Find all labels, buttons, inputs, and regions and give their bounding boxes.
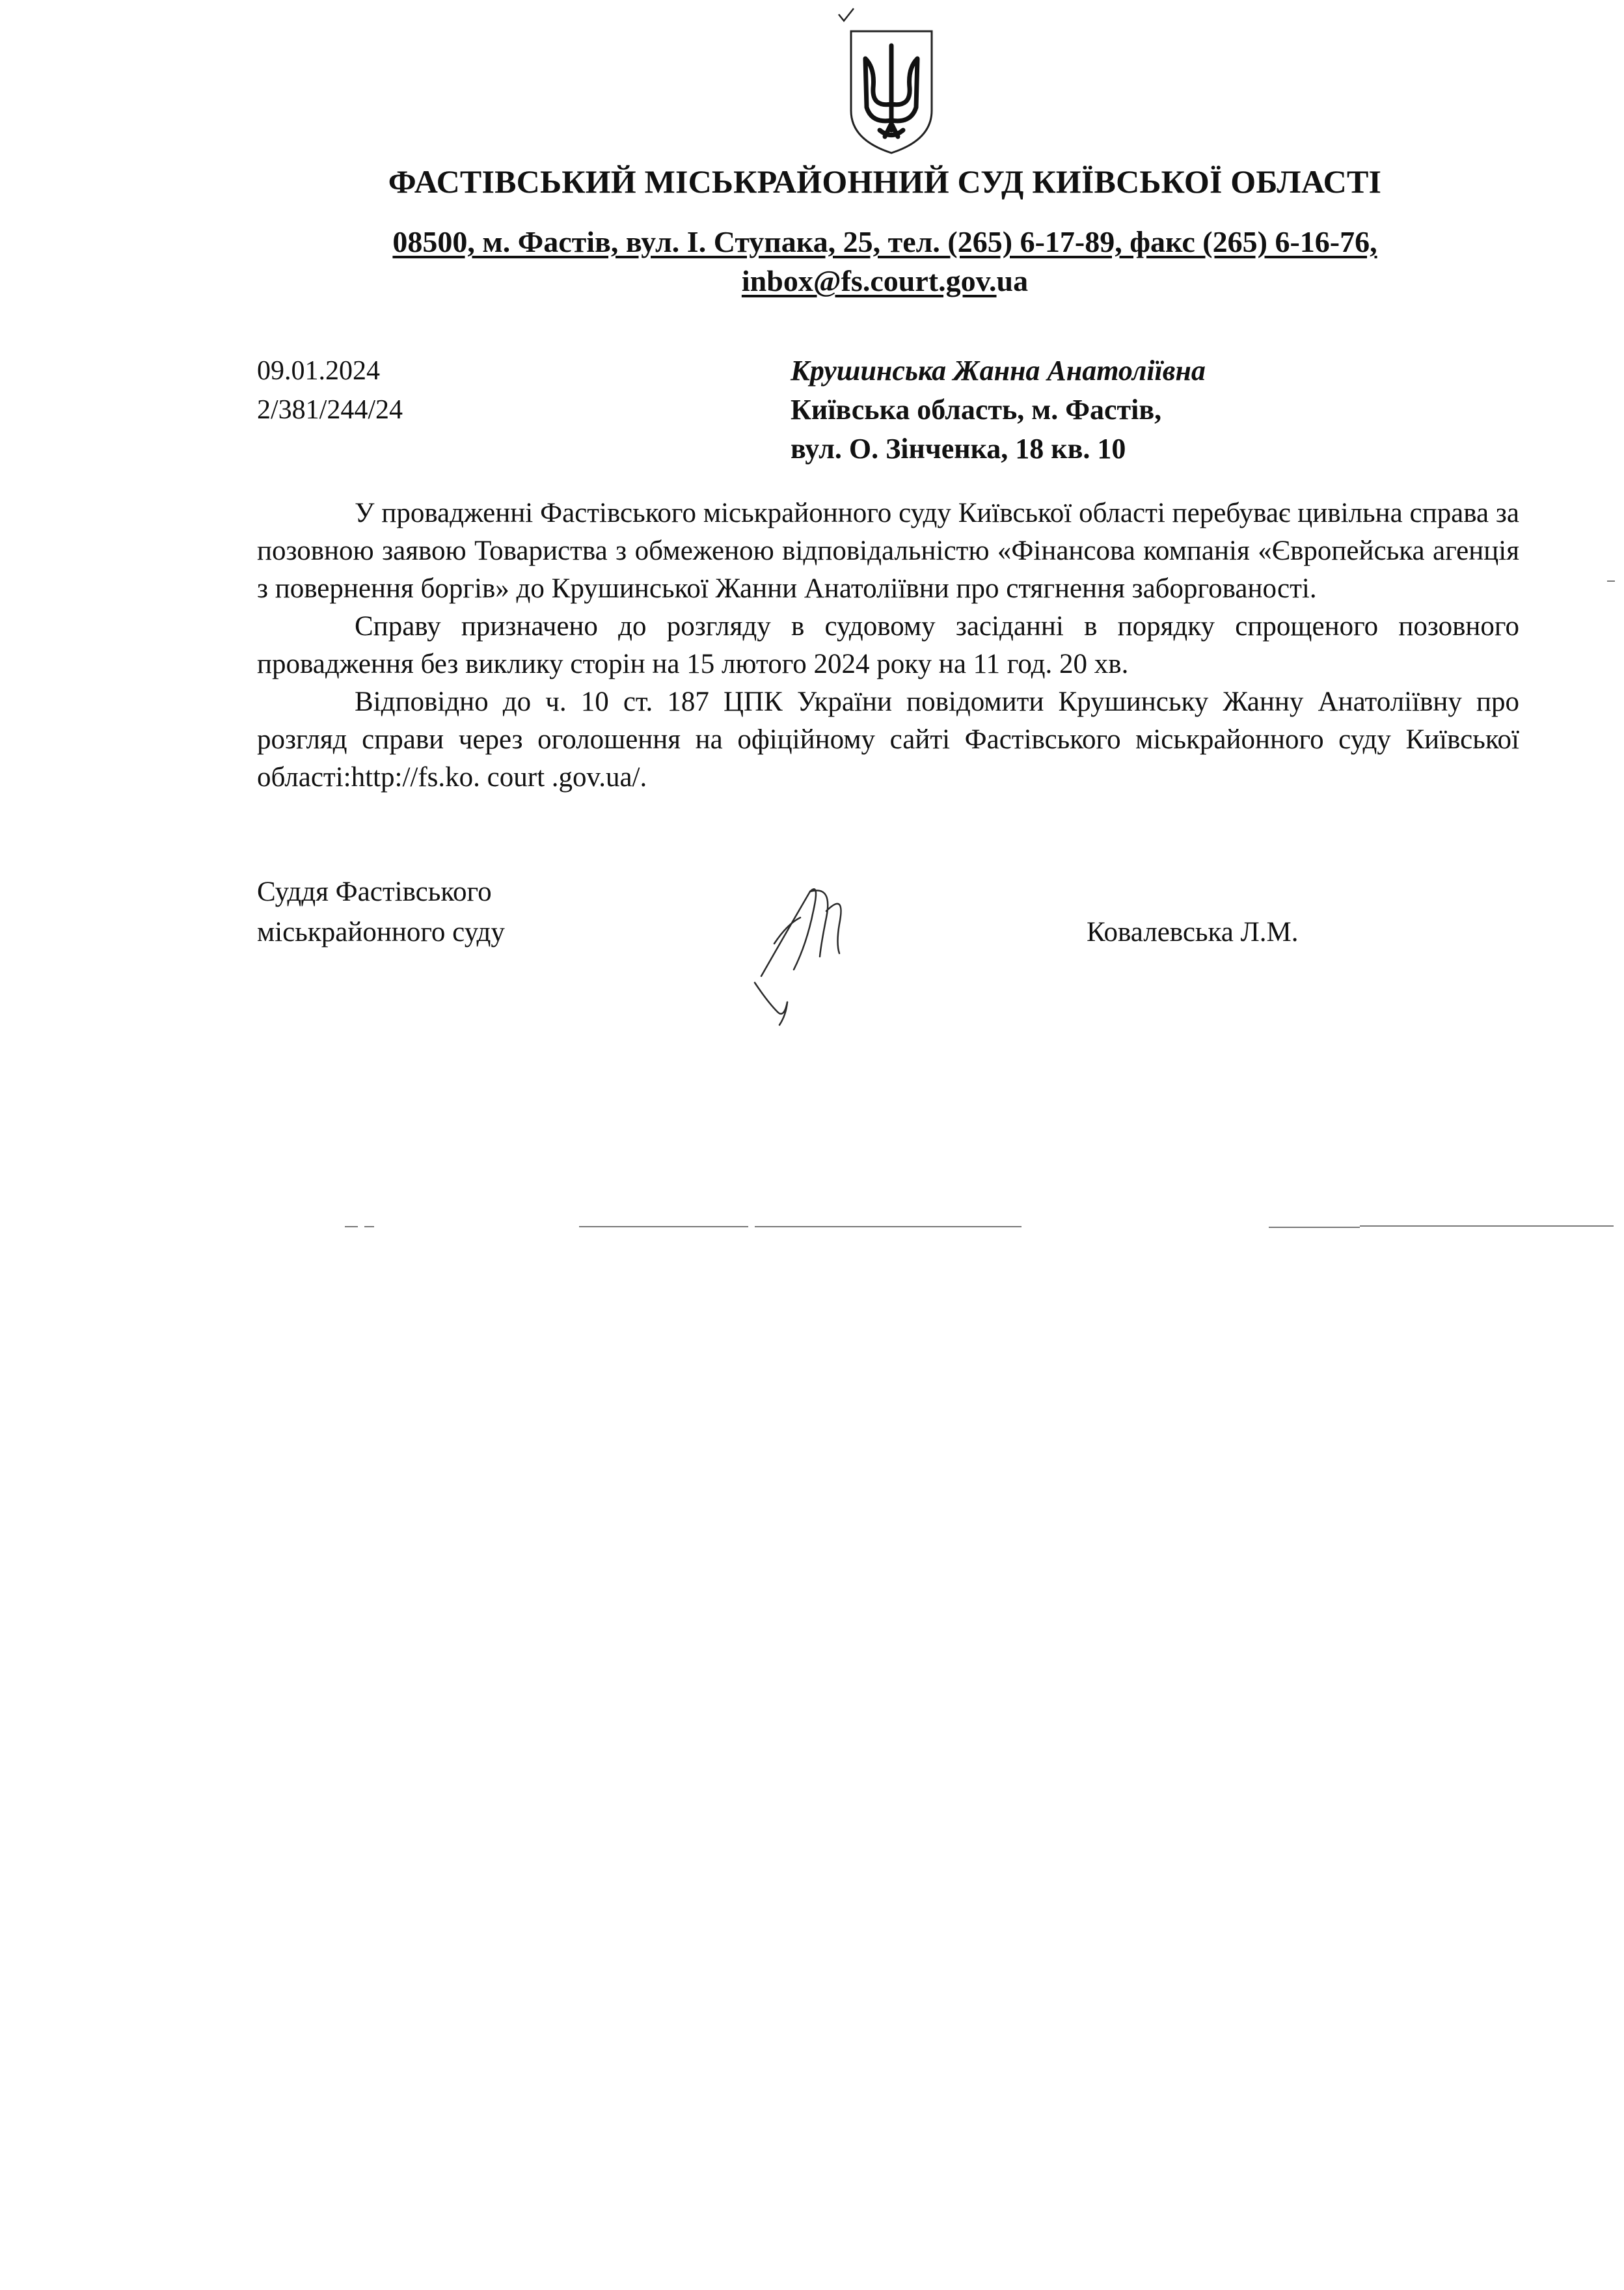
- court-email-tail[interactable]: ua: [996, 264, 1029, 297]
- document-meta: [257, 351, 403, 429]
- handwritten-signature: [748, 872, 878, 1028]
- body-paragraph-1: У провадженні Фастівського міськрайонного суду Київської області перебуває цивільна справа за позовною заявою Товариства з обмеженою відповідальністю «Фінансова компанія «Європейська агенція з повернення боргів» до Крушинської Жанни Анатоліївни про стягнення заборгованості.: [257, 498, 1519, 604]
- check-mark-icon: [836, 7, 856, 23]
- recipient-address-line1: Київська область, м. Фастів,: [791, 394, 1162, 426]
- coat-of-arms-icon: [846, 26, 937, 156]
- judge-name: Ковалевська Л.М.: [1087, 917, 1299, 947]
- body-paragraph-2: Справу призначено до розгляду в судовому засіданні в порядку спрощеного позовного провадження без виклику сторін на 15 лютого 2024 року на 11 год. 20 хв.: [257, 611, 1519, 679]
- scan-artifact-line: [345, 1223, 1614, 1230]
- signer-title: [257, 872, 505, 953]
- letter-body: [257, 495, 1519, 797]
- court-name: ФАСТІВСЬКИЙ МІСЬКРАЙОННИЙ СУД КИЇВСЬКОЇ ОБЛАСТІ: [388, 163, 1382, 200]
- court-address-line: 08500, м. Фастів, вул. І. Ступака, 25, тел. (265) 6-17-89, факс (265) 6-16-76,: [392, 225, 1377, 258]
- recipient-name: Крушинська Жанна Анатоліївна: [791, 355, 1206, 387]
- signer-title-line1: Суддя Фастівського: [257, 877, 492, 907]
- document-number: 2/381/244/24: [257, 395, 403, 425]
- recipient-block: [791, 351, 1206, 469]
- court-email[interactable]: [338, 262, 1431, 301]
- court-address: [338, 223, 1431, 301]
- signer-title-line2: міськрайонного суду: [257, 917, 505, 947]
- document-date: 09.01.2024: [257, 356, 380, 386]
- body-paragraph-3: Відповідно до ч. 10 ст. 187 ЦПК України повідомити Крушинську Жанну Анатоліївну про розгляд справи через оголошення на офіційному сайті Фастівського міськрайонного суду Київської області:http://fs.ko. court .gov.ua/.: [257, 687, 1519, 793]
- scan-artifact-dot: [1607, 579, 1615, 583]
- recipient-address-line2: вул. О. Зінченка, 18 кв. 10: [791, 433, 1126, 465]
- court-email-main[interactable]: inbox@fs.court.gov.: [741, 264, 997, 297]
